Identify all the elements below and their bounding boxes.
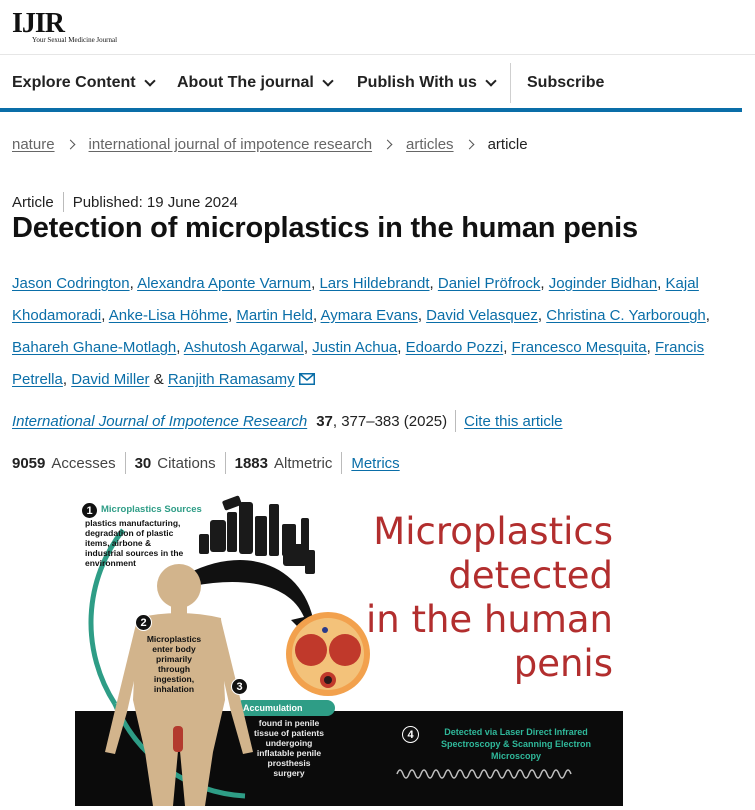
nav-explore-content-label: Explore Content — [12, 74, 136, 91]
breadcrumb-nature[interactable]: nature — [12, 136, 55, 153]
author-link[interactable]: Christina C. Yarborough — [546, 307, 706, 324]
nav-separator — [510, 63, 511, 103]
author-link[interactable]: David Miller — [71, 371, 150, 388]
citations-count: 30 — [134, 454, 152, 472]
article-meta — [12, 192, 238, 212]
chevron-down-icon — [322, 75, 333, 86]
metrics-link[interactable]: Metrics — [351, 454, 400, 472]
headline-line-4: penis — [513, 642, 613, 685]
author-link[interactable]: Lars Hildebrandt — [319, 275, 430, 292]
author-link[interactable]: Bahareh Ghane-Motlagh — [12, 339, 177, 356]
headline-line-3: in the human — [365, 598, 613, 641]
metrics-divider — [341, 452, 342, 474]
step-3-title: Accumulation — [243, 703, 303, 713]
author-link[interactable]: Anke-Lisa Höhme — [108, 307, 228, 324]
urethra — [324, 676, 332, 684]
citation-line — [12, 410, 563, 432]
author-link[interactable]: Francis Petrella — [12, 339, 705, 388]
email-icon[interactable] — [299, 373, 315, 385]
step-1-title: Microplastics Sources — [101, 504, 202, 515]
author-link[interactable]: Martin Held — [236, 307, 314, 324]
step-4-badge: 4 — [402, 726, 419, 743]
pages-year: , 377–383 (2025) — [332, 412, 448, 430]
journal-link[interactable]: International Journal of Impotence Research — [12, 412, 308, 430]
headline-line-1: Microplastics — [373, 510, 613, 553]
metrics-divider — [225, 452, 226, 474]
citations-label: Citations — [157, 454, 216, 472]
published-date: Published: 19 June 2024 — [72, 193, 238, 211]
corpus-cavernosum-left — [295, 634, 327, 666]
author-link[interactable]: Justin Achua — [312, 339, 398, 356]
accesses-label: Accesses — [51, 454, 116, 472]
author-link[interactable]: Daniel Pröfrock — [437, 275, 541, 292]
step-3-description: found in penile tissue of patients undergoing inflatable penile prosthesis surgery — [254, 718, 324, 778]
logo-tagline: Your Sexual Medicine Journal — [32, 36, 118, 44]
chevron-right-icon — [65, 140, 75, 150]
graphical-abstract[interactable] — [75, 490, 625, 806]
nav-about-journal[interactable] — [177, 74, 332, 92]
headline-line-2: detected — [448, 554, 613, 597]
step-3-badge: 3 — [231, 678, 248, 695]
author-link[interactable]: Ranjith Ramasamy — [167, 371, 295, 388]
citation-divider — [455, 410, 456, 432]
breadcrumb — [12, 136, 528, 153]
vessel-dot — [322, 627, 328, 633]
accesses-count: 9059 — [12, 454, 46, 472]
article-type: Article — [12, 193, 54, 211]
altmetric-count: 1883 — [234, 454, 268, 472]
subscribe-label: Subscribe — [527, 74, 605, 91]
author-conjunction: & — [153, 371, 164, 388]
author-link[interactable]: Kajal Khodamoradi — [12, 275, 699, 324]
penis-highlight — [173, 726, 183, 752]
author-link[interactable]: Edoardo Pozzi — [405, 339, 504, 356]
corpus-cavernosum-right — [329, 634, 361, 666]
author-link[interactable]: Aymara Evans — [320, 307, 418, 324]
author-link[interactable]: Ashutosh Agarwal — [183, 339, 304, 356]
nav-explore-content[interactable] — [12, 74, 154, 92]
step-4-description: Detected via Laser Direct Infrared Spectroscopy & Scanning Electron Microscopy — [440, 727, 592, 761]
step-2-description: Microplastics enter body primarily through ingestion, inhalation — [146, 634, 202, 694]
breadcrumb-journal[interactable]: international journal of impotence research — [88, 136, 373, 153]
step-1-badge: 1 — [81, 502, 98, 519]
author-list: Jason Codrington, Alexandra Aponte Varnum, Lars Hildebrandt, Daniel Pröfrock, Joginder Bidhan, Kajal Khodamoradi, Anke-Lisa Höhme, Martin Held, Aymara Evans, David Velasquez, Christina C. Yarborough, Bahareh Ghane-Motlagh, Ashutosh Agarwal, Justin Achua, Edoardo Pozzi, Francesco Mesquita, Francis Petrella, David Miller & Ranjith Ramasamy — [12, 275, 710, 388]
chevron-down-icon — [485, 75, 496, 86]
figure-headline — [366, 510, 613, 686]
meta-divider — [63, 192, 64, 212]
nav-accent-bar — [0, 108, 742, 112]
chevron-right-icon — [464, 140, 474, 150]
author-link[interactable]: Jason Codrington — [12, 275, 130, 292]
nav-publish-label: Publish With us — [357, 74, 477, 91]
metrics-divider — [125, 452, 126, 474]
main-nav — [0, 55, 755, 111]
volume-number: 37 — [316, 412, 333, 430]
breadcrumb-articles[interactable]: articles — [406, 136, 454, 153]
author-link[interactable]: David Velasquez — [426, 307, 538, 324]
author-link[interactable]: Francesco Mesquita — [511, 339, 647, 356]
breadcrumb-current: article — [487, 136, 528, 153]
chevron-right-icon — [383, 140, 393, 150]
subscribe-link[interactable] — [527, 74, 604, 92]
article-metrics — [12, 452, 400, 474]
cite-this-article-link[interactable]: Cite this article — [464, 412, 563, 430]
journal-logo[interactable] — [12, 8, 118, 44]
author-link[interactable]: Joginder Bidhan — [548, 275, 658, 292]
author-link[interactable]: Alexandra Aponte Varnum — [137, 275, 312, 292]
logo-text: IJIR — [12, 8, 65, 39]
nav-about-journal-label: About The journal — [177, 74, 314, 91]
nav-publish-with-us[interactable] — [357, 74, 495, 92]
chevron-down-icon — [144, 75, 155, 86]
altmetric-label: Altmetric — [274, 454, 333, 472]
step-2-badge: 2 — [135, 614, 152, 631]
step-1-description: plastics manufacturing, degradation of plastic items, airbone & industrial sources in the environment — [85, 518, 184, 568]
article-title: Detection of microplastics in the human penis — [12, 212, 638, 244]
